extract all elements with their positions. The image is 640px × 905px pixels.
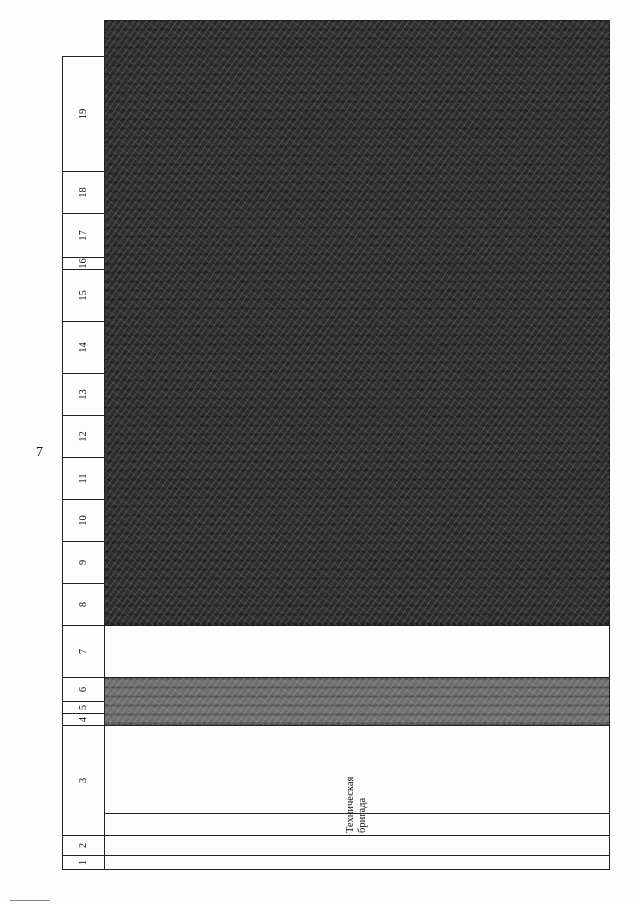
scan-mark	[10, 900, 50, 901]
col-header-3: 3	[63, 726, 105, 836]
col-header-17: 17	[63, 214, 105, 258]
period-cell	[105, 836, 610, 856]
header-row	[63, 20, 105, 869]
col-header-6: 6	[63, 678, 105, 702]
col-header-1: 1	[63, 856, 105, 870]
upper-values-cell	[105, 626, 610, 678]
col-header-13: 13	[63, 374, 105, 416]
shaded-cell-upper-left	[105, 678, 610, 726]
col-header-14: 14	[63, 322, 105, 374]
sport-code-cell	[105, 856, 610, 870]
col-header-9: 9	[63, 542, 105, 584]
col-header-18: 18	[63, 172, 105, 214]
col-header-8: 8	[63, 584, 105, 626]
col-header-15: 15	[63, 270, 105, 322]
col-header-2: 2	[63, 836, 105, 856]
shaded-cell-upper-right	[105, 20, 610, 625]
rotated-table-wrapper	[62, 25, 610, 870]
col-header-19: 19	[63, 56, 105, 171]
page-number: 7	[36, 445, 43, 460]
col-header-4: 4	[63, 714, 105, 726]
col-header-10: 10	[63, 500, 105, 542]
col-header-12: 12	[63, 416, 105, 458]
col-header-11: 11	[63, 458, 105, 500]
body-row	[105, 20, 610, 869]
tech-brigade-label: Техническая бригада	[105, 814, 610, 836]
col-header-16: 16	[63, 258, 105, 270]
col-header-7: 7	[63, 626, 105, 678]
col-header-5: 5	[63, 702, 105, 714]
qualification-table	[62, 20, 610, 870]
